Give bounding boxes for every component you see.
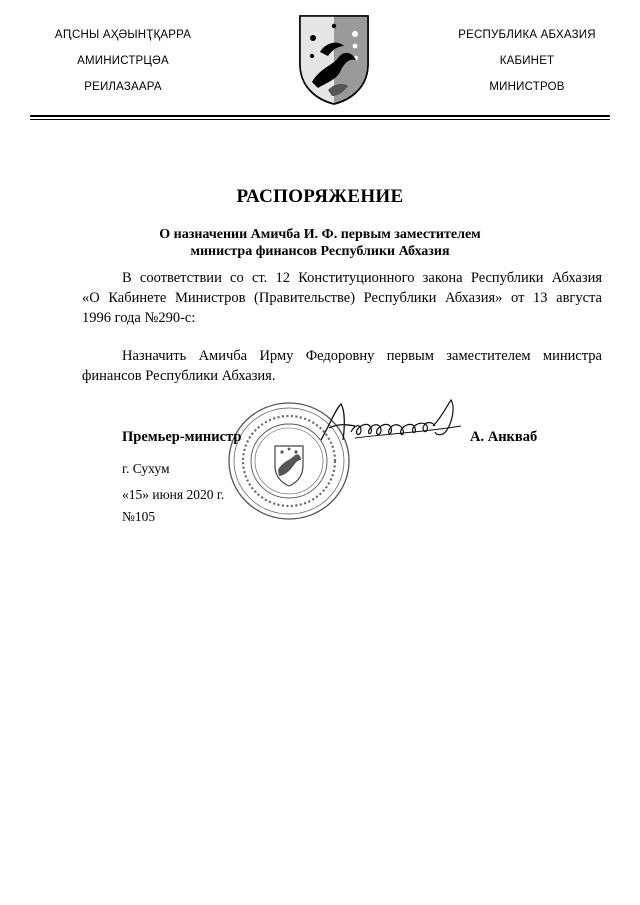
document-place: г. Сухум	[122, 461, 170, 476]
header-left-block	[28, 28, 218, 106]
paragraph-appointment	[82, 346, 602, 386]
document-title: РАСПОРЯЖЕНИЕ	[236, 186, 404, 207]
header-left-line-1: АԤСНЫ АҲӘЫНҬҚАРРА	[54, 29, 192, 41]
header-right-line-3: МИНИСТРОВ	[489, 81, 565, 93]
header-left-line-2: АМИНИСТРЦӘА	[77, 55, 169, 67]
paragraph1-line-1: В соответствии со ст. 12 Конституционного закона Республики Абхазия	[122, 270, 602, 286]
paragraph-legal-basis	[82, 268, 602, 328]
header-right-line-2: КАБИНЕТ	[499, 55, 555, 67]
paragraph2-line-1: Назначить Амичба Ирму Федоровну первым заместителем министра	[122, 348, 602, 364]
abkhazia-coat-of-arms-icon	[298, 12, 370, 106]
signatory-position: Премьер-министр	[122, 429, 242, 445]
document-date: «15» июня 2020 г.	[122, 487, 225, 502]
header-right-line-1: РЕСПУБЛИКА АБХАЗИЯ	[458, 29, 596, 41]
handwritten-signature-icon	[315, 396, 467, 448]
header-left-line-3: РЕИЛАЗААРА	[84, 81, 162, 93]
paragraph1-line-2: «О Кабинете Министров (Правительстве) Республики Абхазия» от 13 августа	[82, 290, 602, 306]
header-right-block	[432, 28, 622, 106]
header-divider-thin	[30, 119, 610, 120]
subject-line-2: министра финансов Республики Абхазия	[190, 244, 450, 259]
document-subject	[60, 226, 580, 260]
subject-line-1: О назначении Амичба И. Ф. первым заместителем	[159, 227, 481, 242]
signatory-name: А. Анкваб	[470, 429, 538, 445]
paragraph1-line-3: 1996 года №290-с:	[82, 310, 196, 326]
paragraph2-line-2: финансов Республики Абхазия.	[82, 368, 276, 384]
header-divider-thick	[30, 115, 610, 117]
document-number: №105	[122, 509, 156, 524]
